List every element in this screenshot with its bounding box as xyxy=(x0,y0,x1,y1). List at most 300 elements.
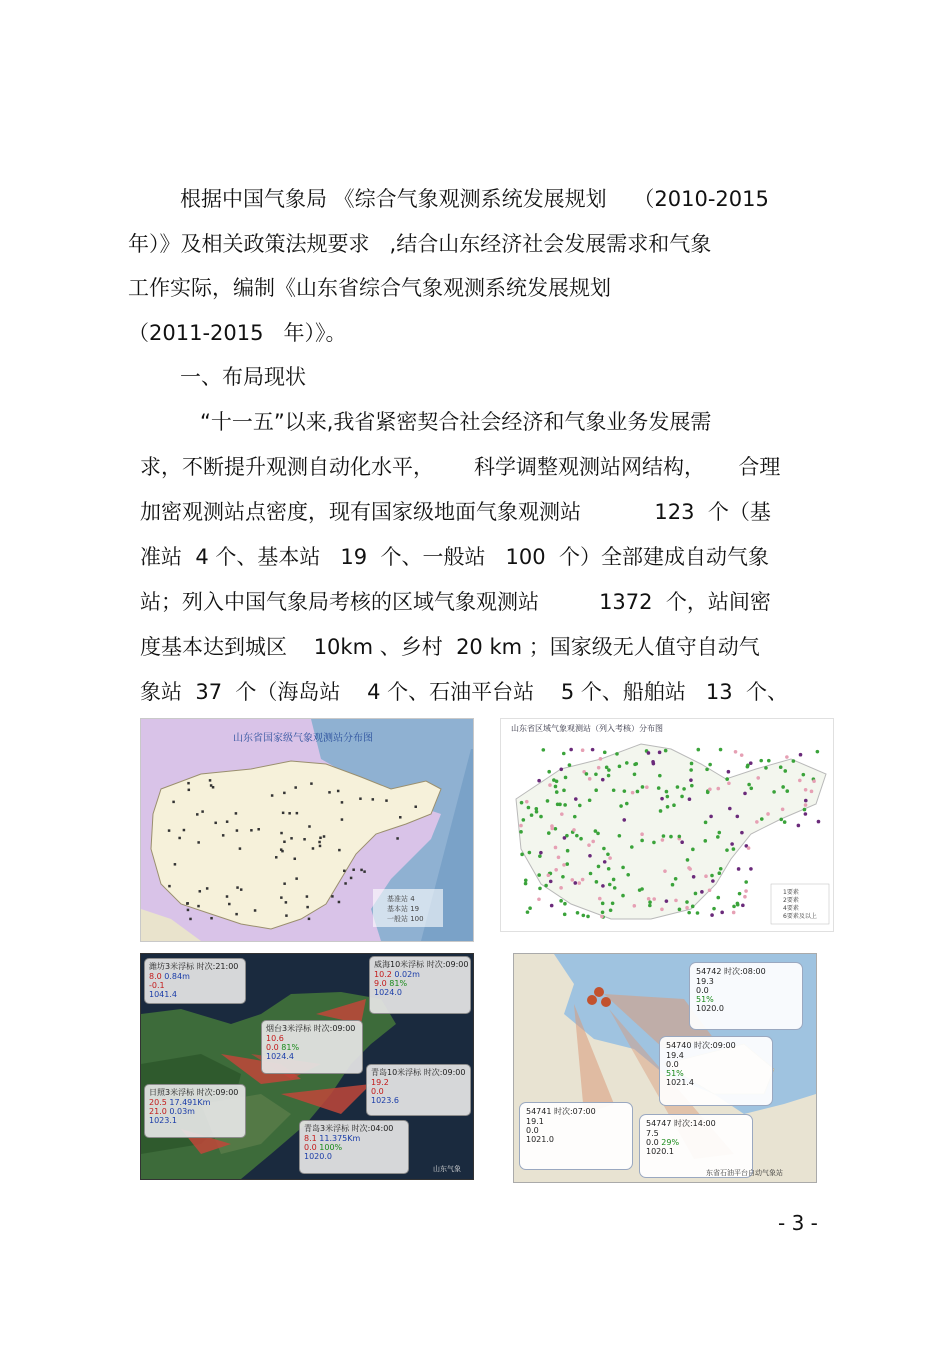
station-dot xyxy=(578,804,582,808)
station-marker xyxy=(295,877,298,880)
station-dot xyxy=(524,882,528,886)
station-marker xyxy=(189,918,192,921)
station-marker xyxy=(172,801,175,804)
station-dot xyxy=(676,785,680,789)
station-dot xyxy=(582,914,586,918)
station-marker xyxy=(271,794,274,797)
station-dot xyxy=(783,769,787,773)
station-dot xyxy=(636,790,640,794)
station-dot xyxy=(588,777,592,781)
station-dot xyxy=(591,840,595,844)
station-dot xyxy=(522,818,526,822)
station-marker xyxy=(186,902,189,905)
station-dot xyxy=(557,855,561,859)
station-dot xyxy=(700,890,704,894)
station-dot xyxy=(690,784,694,788)
oil-platform-map xyxy=(513,953,817,1183)
station-marker xyxy=(331,895,334,898)
station-dot xyxy=(732,847,736,851)
station-marker xyxy=(275,856,278,859)
station-dot xyxy=(747,846,751,850)
station-dot xyxy=(546,799,550,803)
station-dot xyxy=(564,776,568,780)
station-dot xyxy=(612,878,616,882)
station-dot xyxy=(554,868,558,872)
station-dot xyxy=(682,787,686,791)
station-marker xyxy=(341,801,344,804)
buoy-satellite-map xyxy=(140,953,474,1180)
station-dot xyxy=(563,836,567,840)
station-dot xyxy=(549,880,553,884)
station-dot xyxy=(563,913,567,917)
station-dot xyxy=(539,815,543,819)
station-dot xyxy=(586,915,590,919)
station-dot xyxy=(603,860,607,864)
station-dot xyxy=(696,911,700,915)
station-dot xyxy=(799,753,803,757)
station-dot xyxy=(587,843,591,847)
station-dot xyxy=(574,797,578,801)
station-marker xyxy=(254,909,256,912)
station-marker xyxy=(294,786,297,789)
station-dot xyxy=(597,766,601,770)
station-marker xyxy=(312,847,315,850)
station-dot xyxy=(525,800,529,804)
station-dot xyxy=(688,797,692,801)
station-dot xyxy=(741,904,745,908)
station-dot xyxy=(558,803,562,807)
station-dot xyxy=(600,915,604,919)
station-dot xyxy=(526,910,530,914)
station-marker xyxy=(396,837,399,840)
station-dot xyxy=(674,899,678,903)
station-dot xyxy=(633,904,637,908)
buoy-panel-yantai: 烟台3米浮标 时次:09:00 10.6 0.0 81% 1024.4 xyxy=(261,1020,363,1074)
station-marker xyxy=(319,845,322,848)
station-marker xyxy=(187,782,190,785)
station-dot xyxy=(537,779,541,783)
station-dot xyxy=(804,799,808,803)
station-marker xyxy=(214,822,217,825)
station-marker xyxy=(283,792,286,795)
station-dot xyxy=(661,838,665,842)
station-dot xyxy=(581,748,585,752)
station-dot xyxy=(547,873,551,877)
station-dot xyxy=(658,774,662,778)
station-marker xyxy=(306,895,309,898)
station-dot xyxy=(594,829,598,833)
station-marker xyxy=(372,798,375,801)
station-dot xyxy=(562,789,566,793)
station-marker xyxy=(222,834,225,837)
station-dot xyxy=(710,874,714,878)
station-marker xyxy=(236,886,239,889)
station-dot xyxy=(730,842,734,846)
station-dot xyxy=(601,884,605,888)
station-marker xyxy=(235,812,238,815)
station-dot xyxy=(534,807,538,811)
regional-map-title: 山东省区域气象观测站（列入考核）分布图 xyxy=(511,724,663,733)
station-dot xyxy=(595,880,599,884)
station-marker xyxy=(341,818,344,821)
buoy-panel-qingdao-3m: 青岛3米浮标 时次:04:00 8.1 11.375Km 0.0 100% 1020.0 xyxy=(299,1120,409,1174)
station-marker xyxy=(250,829,253,832)
station-marker xyxy=(257,828,260,831)
station-marker xyxy=(360,869,363,872)
intro-line-4: （2011-2015 年）》。 xyxy=(128,321,347,345)
station-dot xyxy=(550,904,554,908)
section-heading: 一、布局现状 xyxy=(180,365,306,389)
station-dot xyxy=(716,896,720,900)
station-dot xyxy=(674,877,678,881)
station-dot xyxy=(548,783,552,787)
station-dot xyxy=(618,834,622,838)
station-dot xyxy=(618,765,622,769)
station-dot xyxy=(687,866,691,870)
station-marker xyxy=(240,888,243,891)
station-dot xyxy=(660,908,664,912)
station-dot xyxy=(537,897,541,901)
station-dot xyxy=(736,902,740,906)
station-dot xyxy=(539,851,543,855)
station-dot xyxy=(694,892,698,896)
station-dot xyxy=(601,778,605,782)
station-dot xyxy=(640,839,644,843)
station-dot xyxy=(736,815,740,819)
station-dot xyxy=(732,911,736,915)
station-dot xyxy=(740,753,744,757)
station-dot xyxy=(703,839,707,843)
legend-benchmark: 基准站 4 xyxy=(387,895,415,903)
station-marker xyxy=(363,870,366,873)
station-dot xyxy=(615,752,619,756)
station-dot xyxy=(704,874,708,878)
station-dot xyxy=(664,749,668,753)
station-dot xyxy=(645,785,649,789)
station-dot xyxy=(680,840,684,844)
station-dot xyxy=(732,905,736,909)
station-marker xyxy=(178,837,181,840)
station-marker xyxy=(328,791,331,794)
station-dot xyxy=(547,831,551,835)
station-dot xyxy=(781,808,785,812)
station-dot xyxy=(538,887,542,891)
station-dot xyxy=(626,873,630,877)
station-dot xyxy=(716,835,720,839)
station-dot xyxy=(804,812,808,816)
station-dot xyxy=(565,862,569,866)
station-dot xyxy=(665,899,669,903)
station-dot xyxy=(550,827,554,831)
station-dot xyxy=(671,883,675,887)
station-dot xyxy=(706,790,710,794)
station-dot xyxy=(659,809,663,813)
station-dot xyxy=(648,904,652,908)
station-marker xyxy=(319,837,322,840)
station-marker xyxy=(280,832,283,835)
station-marker xyxy=(318,841,321,844)
station-dot xyxy=(749,787,753,791)
station-dot xyxy=(709,815,713,819)
station-dot xyxy=(678,835,682,839)
station-dot xyxy=(581,878,585,882)
station-dot xyxy=(594,773,598,777)
station-marker xyxy=(308,918,311,921)
platform-panel-54747: 54747 时次:14:00 7.5 0.0 29% 1020.1 xyxy=(639,1114,753,1178)
station-marker xyxy=(282,812,285,815)
station-dot xyxy=(519,830,523,834)
buoy-panel-qingdao-10m: 青岛10米浮标 时次:09:00 19.2 0.0 1023.6 xyxy=(366,1064,471,1116)
station-dot xyxy=(633,763,637,767)
station-marker xyxy=(344,882,347,885)
station-dot xyxy=(772,790,776,794)
station-dot xyxy=(696,748,700,752)
buoy-map-credit: 山东气象 xyxy=(433,1165,461,1173)
station-dot xyxy=(666,795,670,799)
station-marker xyxy=(197,905,200,908)
station-dot xyxy=(663,869,667,873)
station-dot xyxy=(554,827,558,831)
legend-basic: 基本站 19 xyxy=(387,905,420,913)
station-dot xyxy=(555,790,559,794)
legend-general: 一般站 100 xyxy=(387,915,424,923)
national-map-title: 山东省国家级气象观测站分布图 xyxy=(233,733,373,744)
body-line-6: 度基本达到城区 10km 、乡村 20 km ；国家级无人值守自动气 xyxy=(140,635,760,659)
station-dot xyxy=(573,881,577,885)
station-dot xyxy=(621,866,625,870)
station-marker xyxy=(352,868,355,871)
station-dot xyxy=(585,772,589,776)
station-marker xyxy=(294,858,297,861)
station-marker xyxy=(280,896,283,899)
body-line-4: 准站 4 个、基本站 19 个、一般站 100 个）全部建成自动气象 xyxy=(140,545,769,569)
station-dot xyxy=(598,897,602,901)
station-dot xyxy=(798,779,802,783)
station-dot xyxy=(625,761,629,765)
station-dot xyxy=(640,832,644,836)
station-marker xyxy=(188,789,191,792)
station-dot xyxy=(743,792,747,796)
station-dot xyxy=(573,815,577,819)
station-dot xyxy=(575,834,579,838)
station-dot xyxy=(658,751,662,755)
station-dot xyxy=(652,897,656,901)
station-dot xyxy=(524,878,528,882)
station-dot xyxy=(746,765,750,769)
station-dot xyxy=(740,831,744,835)
station-dot xyxy=(727,781,731,785)
station-dot xyxy=(562,863,566,867)
station-dot xyxy=(734,750,738,754)
station-dot xyxy=(766,812,770,816)
station-dot xyxy=(685,900,689,904)
station-marker xyxy=(283,882,286,885)
station-dot xyxy=(792,759,796,763)
station-dot xyxy=(705,768,709,772)
station-dot xyxy=(804,788,808,792)
station-dot xyxy=(572,828,576,832)
station-dot xyxy=(520,801,524,805)
station-marker xyxy=(168,885,171,888)
body-line-5: 站；列入中国气象局考核的区域气象观测站 1372 个，站间密 xyxy=(140,590,771,614)
station-marker xyxy=(283,841,286,844)
station-dot xyxy=(660,797,664,801)
station-dot xyxy=(648,900,652,904)
platform-panel-54742: 54742 时次:08:00 19.3 0.0 51% 1020.0 xyxy=(689,962,803,1030)
station-dot xyxy=(563,902,567,906)
station-dot xyxy=(743,895,747,899)
station-marker xyxy=(226,895,229,898)
station-dot xyxy=(716,787,720,791)
station-dot xyxy=(727,770,731,774)
station-dot xyxy=(711,879,715,883)
station-marker xyxy=(310,782,313,785)
station-dot xyxy=(691,905,695,909)
station-dot xyxy=(530,813,534,817)
station-dot xyxy=(712,907,716,911)
station-dot xyxy=(803,808,807,812)
station-marker xyxy=(206,887,209,890)
station-dot xyxy=(747,783,751,787)
station-dot xyxy=(672,803,676,807)
body-line-2: 求，不断提升观测自动化水平， 科学调整观测站网结构， 合理 xyxy=(140,455,781,479)
station-dot xyxy=(608,856,612,860)
station-marker xyxy=(174,863,177,866)
station-dot xyxy=(744,889,748,893)
station-dot xyxy=(520,853,524,857)
station-marker xyxy=(350,877,353,880)
station-dot xyxy=(764,766,768,770)
station-dot xyxy=(609,909,613,913)
station-marker xyxy=(337,790,340,793)
station-marker xyxy=(228,903,231,906)
station-dot xyxy=(607,867,611,871)
station-marker xyxy=(303,838,306,841)
station-dot xyxy=(605,766,609,770)
station-dot xyxy=(689,768,693,772)
station-marker xyxy=(168,829,171,832)
station-dot xyxy=(606,853,610,857)
station-dot xyxy=(760,817,764,821)
station-marker xyxy=(209,779,212,782)
station-dot xyxy=(569,748,573,752)
station-dot xyxy=(591,748,595,752)
station-dot xyxy=(812,779,816,783)
intro-line-1: 根据中国气象局 《综合气象观测系统发展规划 （2010-2015 xyxy=(180,187,769,211)
station-dot xyxy=(563,803,567,807)
station-marker xyxy=(235,913,238,916)
station-marker xyxy=(296,812,299,815)
station-dot xyxy=(623,789,627,793)
station-dot xyxy=(666,805,670,809)
station-dot xyxy=(662,834,666,838)
station-dot xyxy=(589,872,593,876)
station-marker xyxy=(187,909,190,912)
station-marker xyxy=(308,825,311,828)
station-dot xyxy=(612,788,616,792)
station-dot xyxy=(749,761,753,765)
station-dot xyxy=(728,807,732,811)
station-dot xyxy=(528,906,532,910)
station-dot xyxy=(527,806,531,810)
body-line-3: 加密观测站点密度，现有国家级地面气象观测站 123 个（基 xyxy=(140,500,771,524)
station-dot xyxy=(559,899,563,903)
station-dot xyxy=(647,751,651,755)
station-marker xyxy=(210,784,213,787)
body-line-1: “十一五”以来,我省紧密契合社会经济和气象业务发展需 xyxy=(200,410,712,434)
page-number: - 3 - xyxy=(778,1211,818,1235)
station-marker xyxy=(183,829,186,832)
station-dot xyxy=(559,767,563,771)
station-dot xyxy=(680,795,684,799)
station-dot xyxy=(779,765,783,769)
station-dot xyxy=(669,835,673,839)
station-dot xyxy=(717,871,721,875)
station-dot xyxy=(783,820,787,824)
station-dot xyxy=(607,774,611,778)
station-dot xyxy=(816,750,820,754)
station-dot xyxy=(719,867,723,871)
station-dot xyxy=(737,867,741,871)
intro-line-2: 年）》及相关政策法规要求 ,结合山东经济社会发展需求和气象 xyxy=(128,232,712,256)
station-dot xyxy=(708,763,712,767)
station-dot xyxy=(725,777,729,781)
station-dot xyxy=(633,772,637,776)
station-marker xyxy=(323,835,326,838)
legend-1: 1要素 xyxy=(783,889,799,896)
station-dot xyxy=(579,837,583,841)
station-dot xyxy=(797,824,801,828)
buoy-panel-rizhao: 日照3米浮标 时次:09:00 20.5 17.491Km 21.0 0.03m 1023.1 xyxy=(144,1084,246,1138)
station-dot xyxy=(690,762,694,766)
station-dot xyxy=(710,913,714,917)
station-marker xyxy=(343,870,346,873)
station-dot xyxy=(708,787,712,791)
station-dot xyxy=(817,820,821,824)
station-marker xyxy=(236,829,239,832)
station-marker xyxy=(288,812,291,815)
station-dot xyxy=(559,886,563,890)
station-dot xyxy=(613,886,617,890)
regional-station-map xyxy=(500,718,834,932)
station-dot xyxy=(810,790,814,794)
station-dot xyxy=(566,849,570,853)
buoy-panel-weihai: 威海10米浮标 时次:09:00 10.2 0.02m 9.0 81% 1024.0 xyxy=(369,956,471,1014)
station-dot xyxy=(691,848,695,852)
station-dot xyxy=(597,865,601,869)
station-dot xyxy=(785,789,789,793)
station-dot xyxy=(720,911,724,915)
station-dot xyxy=(692,875,696,879)
platform-panel-54741: 54741 时次:07:00 19.1 0.0 1021.0 xyxy=(519,1102,633,1170)
station-dot xyxy=(576,911,580,915)
station-dot xyxy=(528,851,532,855)
station-dot xyxy=(652,841,656,845)
legend-2: 2要素 xyxy=(783,897,799,904)
station-dot xyxy=(767,759,771,763)
station-dot xyxy=(625,802,629,806)
station-dot xyxy=(704,821,708,825)
station-dot xyxy=(547,770,551,774)
station-dot xyxy=(781,785,785,789)
station-marker xyxy=(338,901,341,904)
station-dot xyxy=(588,854,592,858)
station-dot xyxy=(647,897,651,901)
station-dot xyxy=(554,785,558,789)
station-dot xyxy=(685,906,689,910)
station-marker xyxy=(285,914,288,917)
station-dot xyxy=(756,776,760,780)
